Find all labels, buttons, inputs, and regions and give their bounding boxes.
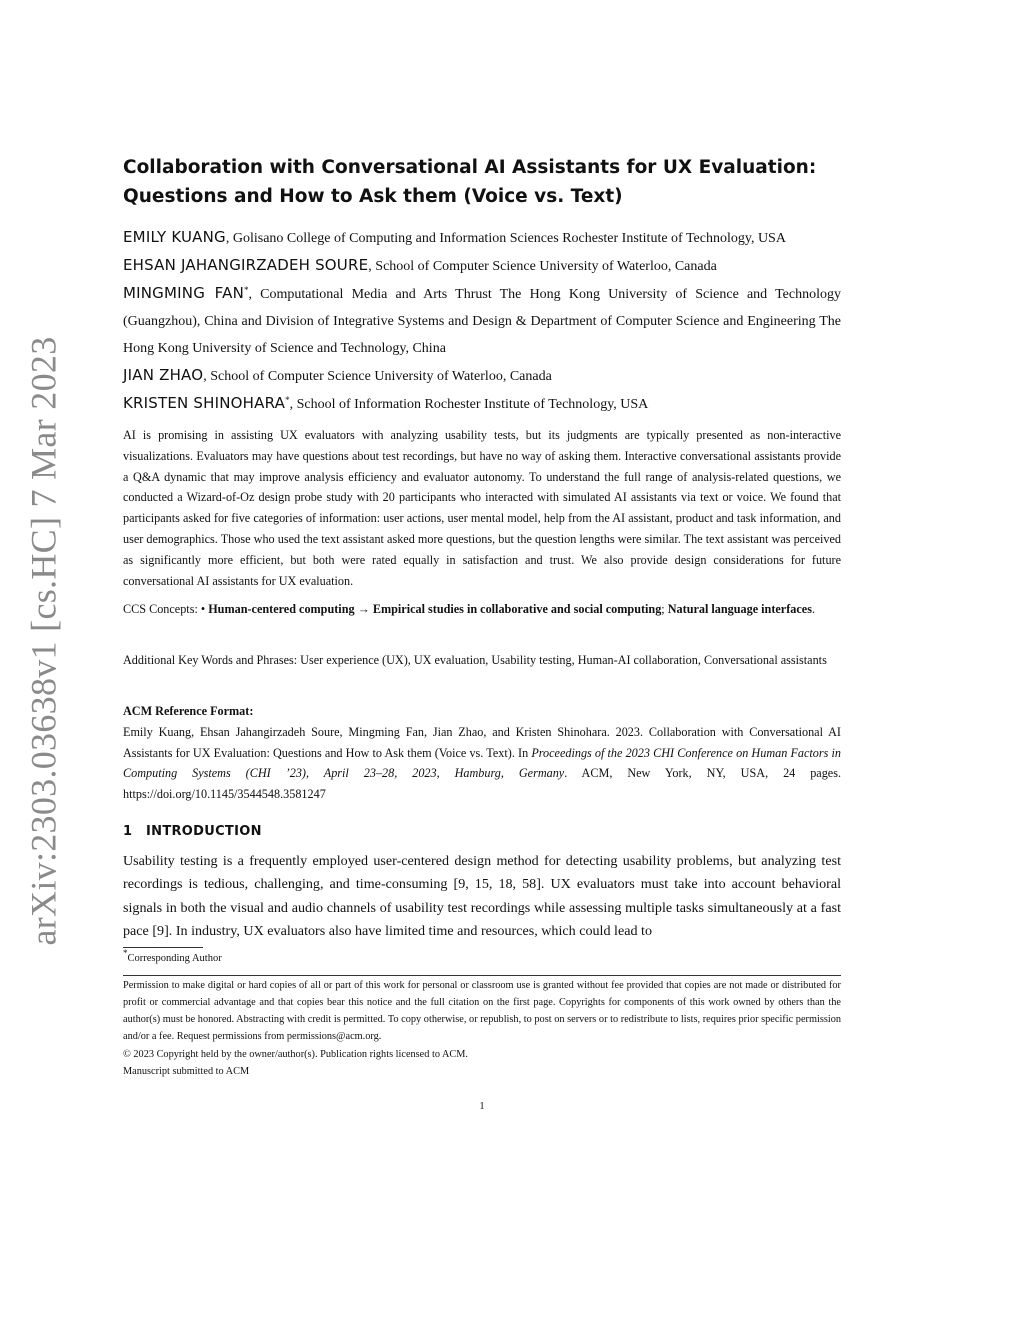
author-name: EHSAN JAHANGIRZADEH SOURE xyxy=(123,256,369,274)
manuscript-note: Manuscript submitted to ACM xyxy=(123,1066,250,1077)
author-entry xyxy=(123,252,841,280)
acm-reference-text: Emily Kuang, Ehsan Jahangirzadeh Soure, Mingming Fan, Jian Zhao, and Kristen Shinohara. 2023. Collaboration with Conversational AI Assistants for UX Evaluation: Questions and How to Ask them (Voice vs. Text). In xyxy=(123,724,841,760)
ccs-concept-secondary: Natural language interfaces xyxy=(667,602,812,616)
page-number: 1 xyxy=(479,1101,485,1112)
footnote-divider xyxy=(123,947,203,948)
author-entry xyxy=(123,280,841,362)
ccs-concepts xyxy=(123,599,841,620)
permission-notice: Permission to make digital or hard copies of all or part of this work for personal or classroom use is granted without fee provided that copies are not made or distributed for profit or commercial advantage and that copies bear this notice and the full citation on the first page. Copyrights for components of this work owned by others than the author(s) must be honored. Abstracting with credit is permitted. To copy otherwise, or republish, to post on servers or to redistribute to lists, requires prior specific permission and/or a fee. Request permissions from permissions@acm.org. xyxy=(123,980,841,1042)
acm-reference-doi: . ACM, New York, NY, USA, 24 pages. https://doi.org/10.1145/3544548.3581247 xyxy=(123,766,841,802)
author-name: MINGMING FAN xyxy=(123,284,244,302)
author-affiliation: , School of Computer Science University of Waterloo, Canada xyxy=(368,259,717,274)
author-name: KRISTEN SHINOHARA xyxy=(123,394,286,412)
acm-reference xyxy=(123,701,841,805)
footnote-text: Corresponding Author xyxy=(127,953,222,964)
author-marker: * xyxy=(244,285,249,295)
author-list xyxy=(123,224,841,418)
author-entry xyxy=(123,224,841,252)
author-name: EMILY KUANG xyxy=(123,228,226,246)
ccs-label: CCS Concepts: xyxy=(123,602,201,616)
author-affiliation: , Computational Media and Arts Thrust The Hong Kong University of Science and Technology (Guangzhou), China and Division of Integrative Systems and Design & Department of Computer Science and Engineering The Hong Kong University of Science and Technology, China xyxy=(123,287,841,356)
author-entry xyxy=(123,362,841,390)
footnote xyxy=(123,948,222,967)
author-marker: * xyxy=(285,395,290,405)
introduction-paragraph: Usability testing is a frequently employed user-centered design method for detecting usability problems, but analyzing test recordings is tedious, challenging, and time-consuming [9, 15, 18, 58]. UX evaluators must take into account behavioral signals in both the visual and audio channels of usability test recordings while assessing multiple tasks simultaneously at a fast pace [9]. In industry, UX evaluators also have limited time and resources, which could lead to xyxy=(123,853,841,940)
section-heading xyxy=(123,824,262,839)
author-affiliation: , School of Information Rochester Institute of Technology, USA xyxy=(289,397,649,412)
acm-reference-heading: ACM Reference Format: xyxy=(123,704,254,718)
author-entry xyxy=(123,390,841,418)
arxiv-identifier: arXiv:2303.03638v1 [cs.HC] 7 Mar 2023 xyxy=(24,336,64,946)
copyright-notice: © 2023 Copyright held by the owner/author(s). Publication rights licensed to ACM. xyxy=(123,1049,469,1060)
ccs-bullet: • xyxy=(200,602,209,616)
permission-divider xyxy=(123,975,841,976)
abstract: AI is promising in assisting UX evaluators with analyzing usability tests, but its judgments are typically presented as non-interactive visualizations. Evaluators may have questions about test recordings, but have no way of asking them. Interactive conversational assistants provide a Q&A dynamic that may improve analysis efficiency and evaluator autonomy. To understand the full range of analysis-related questions, we conducted a Wizard-of-Oz design probe study with 20 participants who interacted with simulated AI assistants via text or voice. We found that participants asked for five categories of information: user actions, user mental model, help from the AI assistant, product and task information, and user demographics. Those who used the text assistant asked more questions, but the question lengths were similar. The text assistant was perceived as significantly more efficient, but both were rated equally in satisfaction and trust. We also provide design considerations for future conversational AI assistants for UX evaluation. xyxy=(123,428,841,588)
ccs-concept-primary: Human-centered computing → Empirical studies in collaborative and social computing xyxy=(208,602,662,616)
arxiv-sidebar-stamp xyxy=(16,336,72,946)
keywords: Additional Key Words and Phrases: User experience (UX), UX evaluation, Usability testing, Human-AI collaboration, Conversational assistants xyxy=(123,653,827,667)
section-title: INTRODUCTION xyxy=(146,824,262,839)
paper-title: Collaboration with Conversational AI Assistants for UX Evaluation: Questions and How to Ask them (Voice vs. Text) xyxy=(123,157,817,207)
section-number: 1 xyxy=(123,824,133,839)
ccs-end: . xyxy=(811,602,815,616)
author-affiliation: , Golisano College of Computing and Information Sciences Rochester Institute of Technology, USA xyxy=(225,231,786,246)
ccs-separator: ; xyxy=(661,602,668,616)
acm-reference-venue: Proceedings of the 2023 CHI Conference on Human Factors in Computing Systems (CHI ’23), April 23–28, 2023, Hamburg, Germany xyxy=(123,745,842,781)
author-affiliation: , School of Computer Science University of Waterloo, Canada xyxy=(203,369,552,384)
footnote-marker: * xyxy=(123,948,128,958)
author-name: JIAN ZHAO xyxy=(123,366,204,384)
